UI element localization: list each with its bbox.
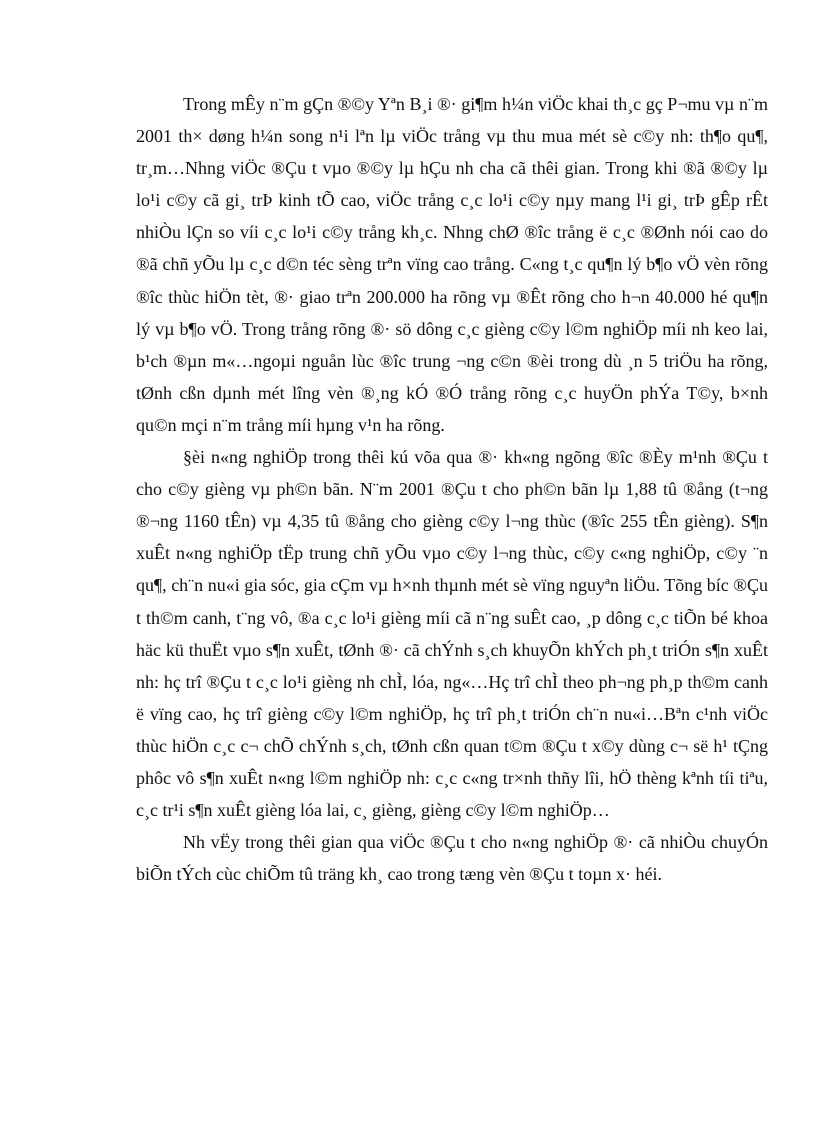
paragraph-forestry: Trong mÊy n¨m gÇn ®©y Yªn B¸i ®· gi¶m h¼n viÖc khai th¸c gç P¬mu vµ n¨m 2001 th× døng h¼n song n¹i lªn lµ viÖc trång vµ thu mua mét sè c©y nh: th¶o qu¶, tr¸m…Nhng viÖc ®Çu t vµo ®©y lµ hÇu nh cha cã thêi gian. Trong khi ®ã ®©y lµ lo¹i c©y cã gi¸ trÞ kinh tÕ cao, viÖc trång c¸c lo¹i c©y nµy mang l¹i gi¸ trÞ gÊp rÊt nhiÒu lÇn so víi c¸c lo¹i c©y trång kh¸c. Nhng chØ ®îc trång ë c¸c ®Ønh nói cao do ®ã chñ yÕu lµ c¸c d©n téc sèng trªn vïng cao trång. C«ng t¸c qu¶n lý b¶o vÖ vèn rõng ®îc thùc hiÖn tèt, ®· giao trªn 200.000 ha rõng vµ ®Êt rõng cho h¬n 40.000 hé qu¶n lý vµ b¶o vÖ. Trong trång rõng ®· sö dông c¸c gièng c©y l©m nghiÖp míi nh keo lai, b¹ch ®µn m«…ngoµi nguån lùc ®îc trung ¬ng c©n ®èi trong dù ¸n 5 triÖu ha rõng, tØnh cßn dµnh mét lîng vèn ®¸ng kÓ ®Ó trång rõng c¸c huyÖn phÝa T©y, b×nh qu©n mçi n¨m trång míi hµng v¹n ha rõng. bbox=[136, 94, 768, 435]
paragraph-conclusion: Nh vËy trong thêi gian qua viÖc ®Çu t cho n«ng nghiÖp ®· cã nhiÒu chuyÓn biÕn tÝch cùc chiÕm tû träng kh¸ cao trong tæng vèn ®Çu t toµn x· héi. bbox=[136, 832, 768, 885]
paragraph-agriculture: §èi n«ng nghiÖp trong thêi kú võa qua ®· kh«ng ngõng ®îc ®Èy m¹nh ®Çu t cho c©y gièng vµ ph©n bãn. N¨m 2001 ®Çu t cho ph©n bãn lµ 1,88 tû ®ång (t¬ng ®¬ng 1160 tÊn) vµ 4,35 tû ®ång cho gièng c©y l¬ng thùc (®îc 255 tÊn gièng). S¶n xuÊt n«ng nghiÖp tËp trung chñ yÕu vµo c©y l¬ng thùc, c©y c«ng nghiÖp, c©y ¨n qu¶, ch¨n nu«i gia sóc, gia cÇm vµ h×nh thµnh mét sè vïng nguyªn liÖu. Tõng bíc ®Çu t th©m canh, t¨ng vô, ®a c¸c lo¹i gièng míi cã n¨ng suÊt cao, ¸p dông c¸c tiÕn bé khoa häc kü thuËt vµo s¶n xuÊt, tØnh ®· cã chÝnh s¸ch khuyÕn khÝch ph¸t triÓn s¶n xuÊt nh: hç trî ®Çu t c¸c lo¹i gièng nh chÌ, lóa, ng«…Hç trî chÌ theo ph¬ng ph¸p th©m canh ë vïng cao, hç trî gièng c©y l©m nghiÖp, hç trî ph¸t triÓn ch¨n nu«i…Bªn c¹nh viÖc thùc hiÖn c¸c c¬ chÕ chÝnh s¸ch, tØnh cßn quan t©m ®Çu t x©y dùng c¬ së h¹ tÇng phôc vô s¶n xuÊt n«ng l©m nghiÖp nh: c¸c c«ng tr×nh thñy lîi, hÖ thèng kªnh tíi tiªu, c¸c tr¹i s¶n xuÊt gièng lóa lai, c¸ gièng, gièng c©y l©m nghiÖp… bbox=[136, 447, 768, 821]
body-text bbox=[136, 88, 768, 890]
